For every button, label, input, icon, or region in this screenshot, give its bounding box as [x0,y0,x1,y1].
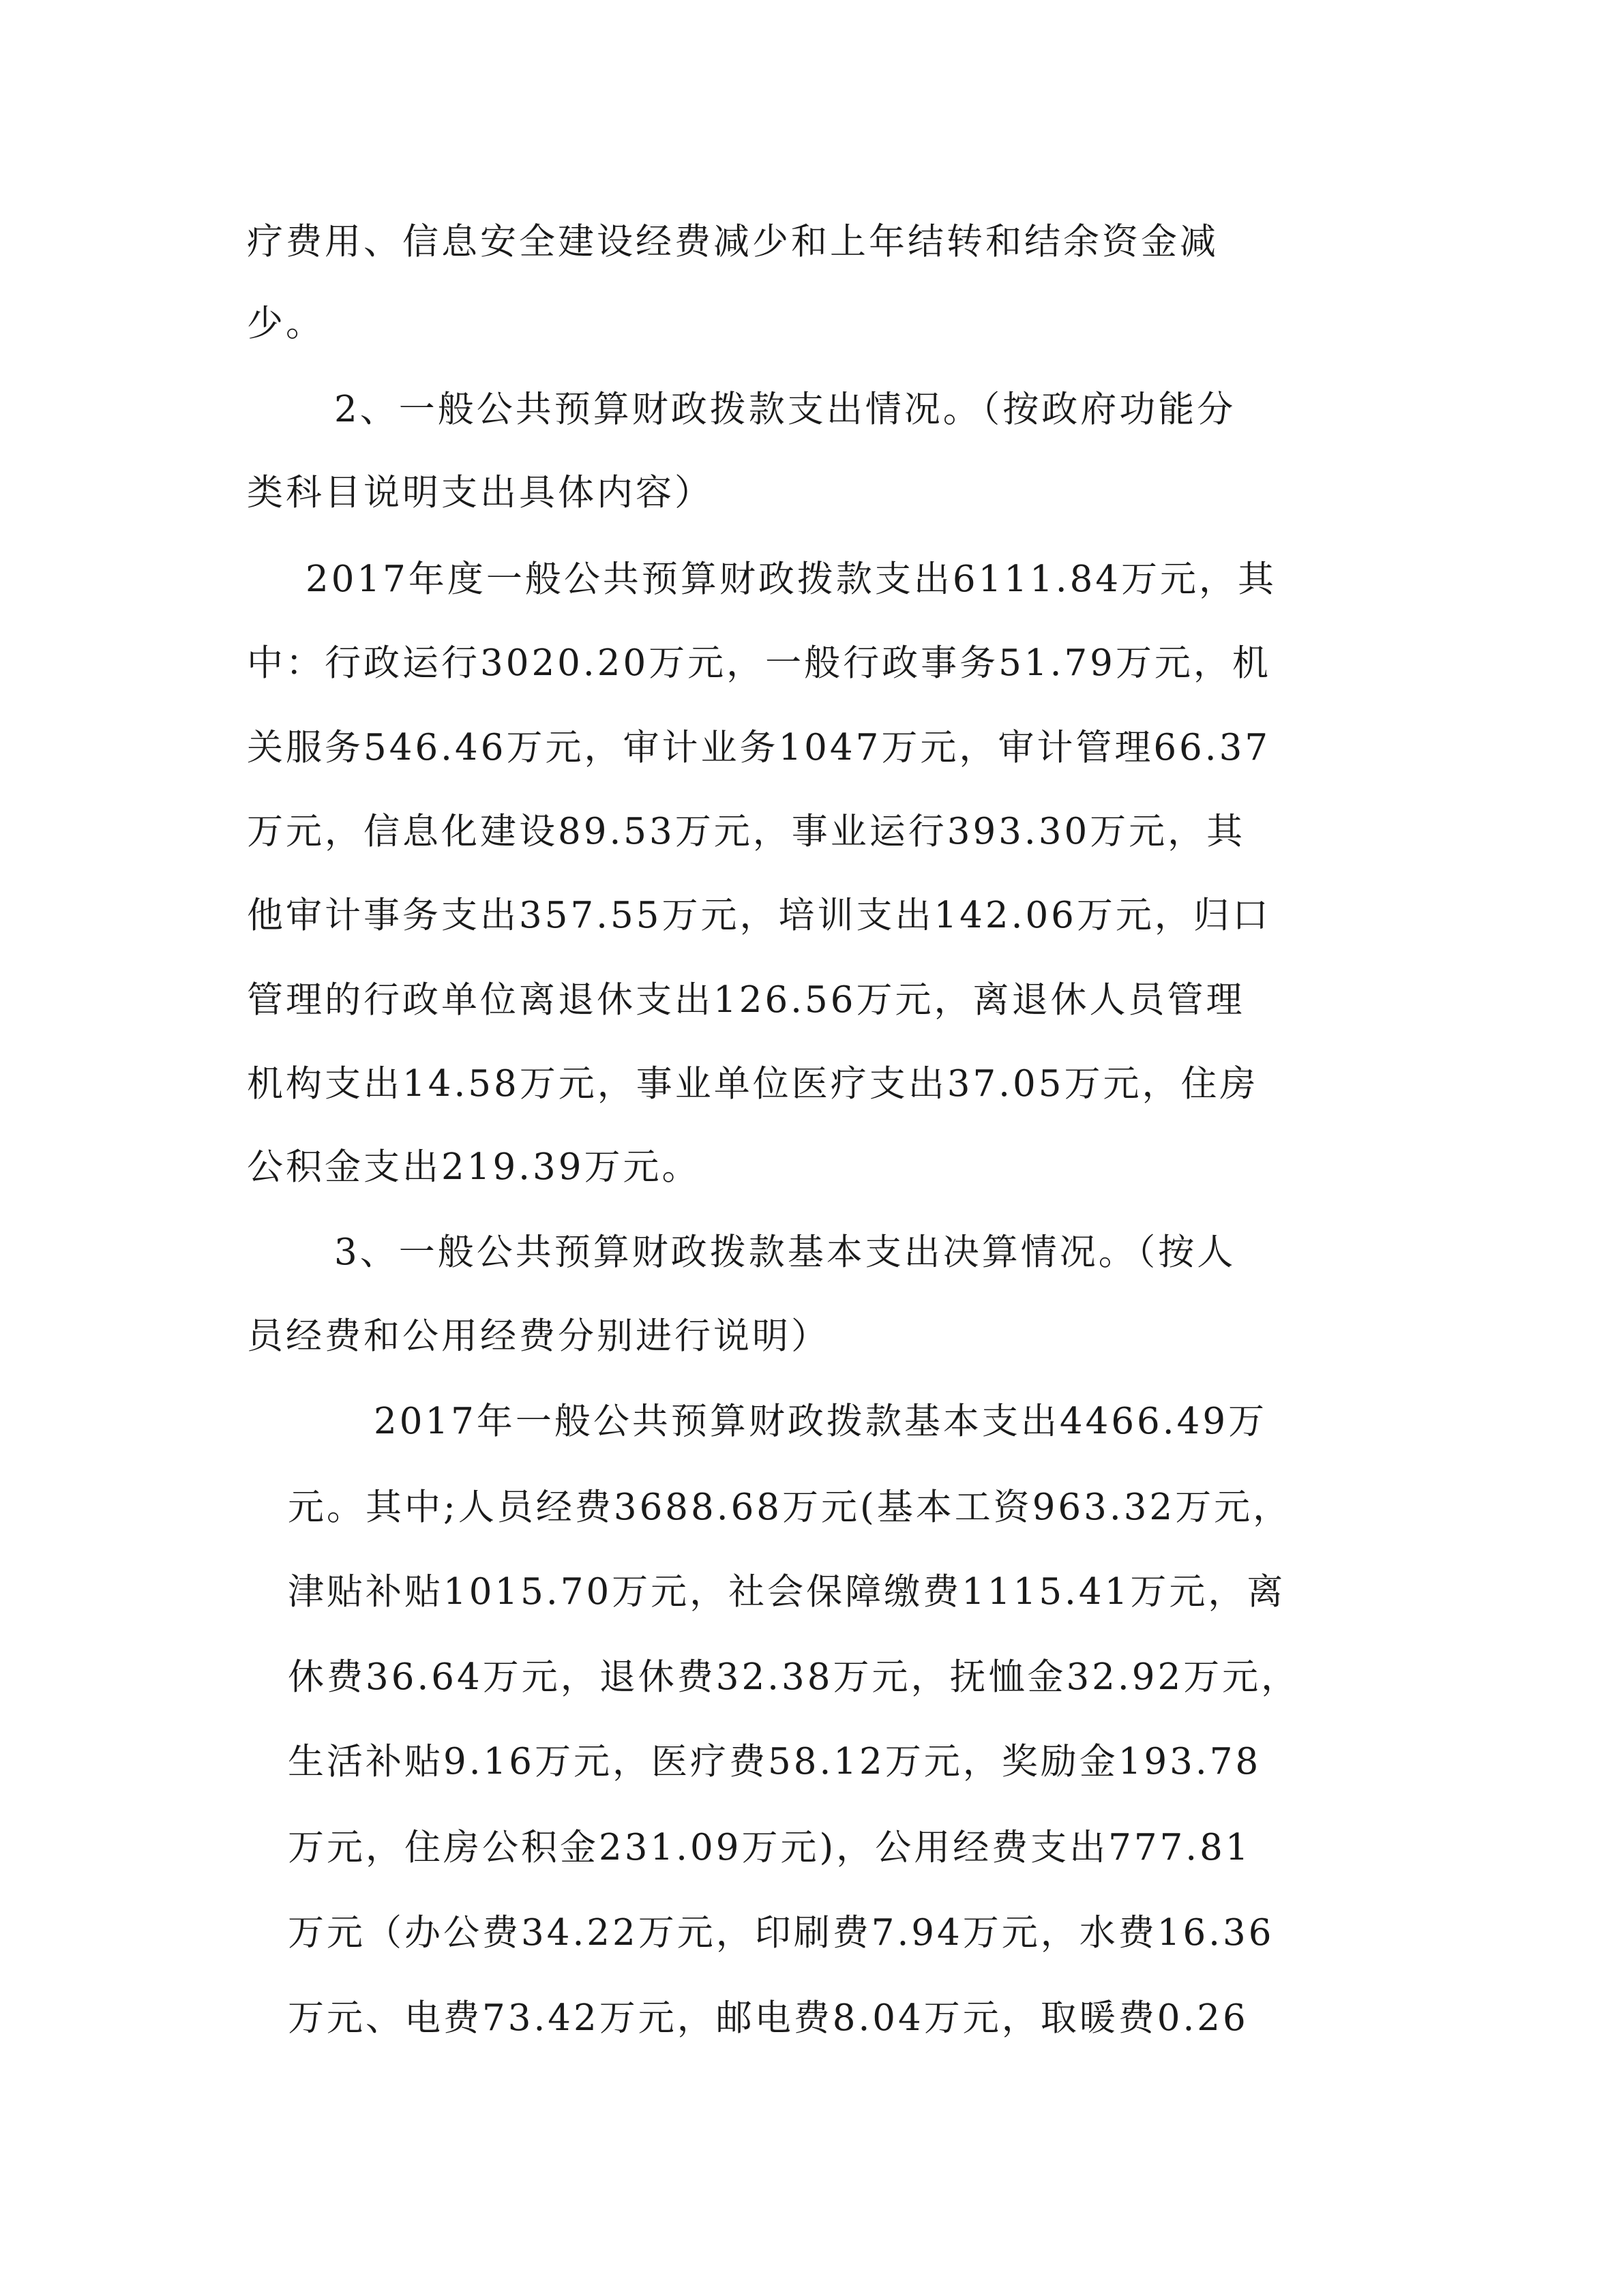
text-line: 休费36.64万元，退休费32.38万元，抚恤金32.92万元， [288,1656,1300,1698]
text-line: 万元，住房公积金231.09万元)，公用经费支出777.81 [288,1827,1251,1868]
text-line: 2017年一般公共预算财政拨款基本支出4466.49万 [374,1401,1268,1442]
text-line: 类科目说明支出具体内容） [247,472,713,513]
text-line: 少。 [247,303,325,344]
text-line: 3、一般公共预算财政拨款基本支出决算情况。（按人 [334,1232,1236,1273]
text-line: 机构支出14.58万元，事业单位医疗支出37.05万元，住房 [247,1063,1259,1105]
text-line: 关服务546.46万元，审计业务1047万元，审计管理66.37 [247,727,1271,769]
text-line: 管理的行政单位离退休支出126.56万元，离退休人员管理 [247,979,1245,1021]
text-line: 2、一般公共预算财政拨款支出情况。（按政府功能分 [334,389,1236,430]
text-line: 2017年度一般公共预算财政拨款支出6111.84万元，其 [306,558,1277,600]
text-line: 他审计事务支出357.55万元，培训支出142.06万元，归口 [247,895,1271,936]
text-line: 员经费和公用经费分别进行说明） [247,1315,830,1357]
text-line: 津贴补贴1015.70万元，社会保障缴费1115.41万元，离 [288,1571,1286,1613]
text-line: 生活补贴9.16万元，医疗费58.12万元，奖励金193.78 [288,1741,1262,1783]
text-line: 公积金支出219.39万元。 [247,1146,701,1188]
text-line: 中：行政运行3020.20万元，一般行政事务51.79万元，机 [247,642,1271,684]
text-line: 万元（办公费34.22万元，印刷费7.94万元，水费16.36 [288,1912,1275,1954]
text-line: 万元，信息化建设89.53万元，事业运行393.30万元，其 [247,811,1246,852]
text-line: 疗费用、信息安全建设经费减少和上年结转和结余资金减 [247,221,1219,263]
text-line: 元。其中;人员经费3688.68万元(基本工资963.32万元， [288,1487,1292,1528]
text-line: 万元、电费73.42万元，邮电费8.04万元，取暖费0.26 [288,1997,1249,2039]
